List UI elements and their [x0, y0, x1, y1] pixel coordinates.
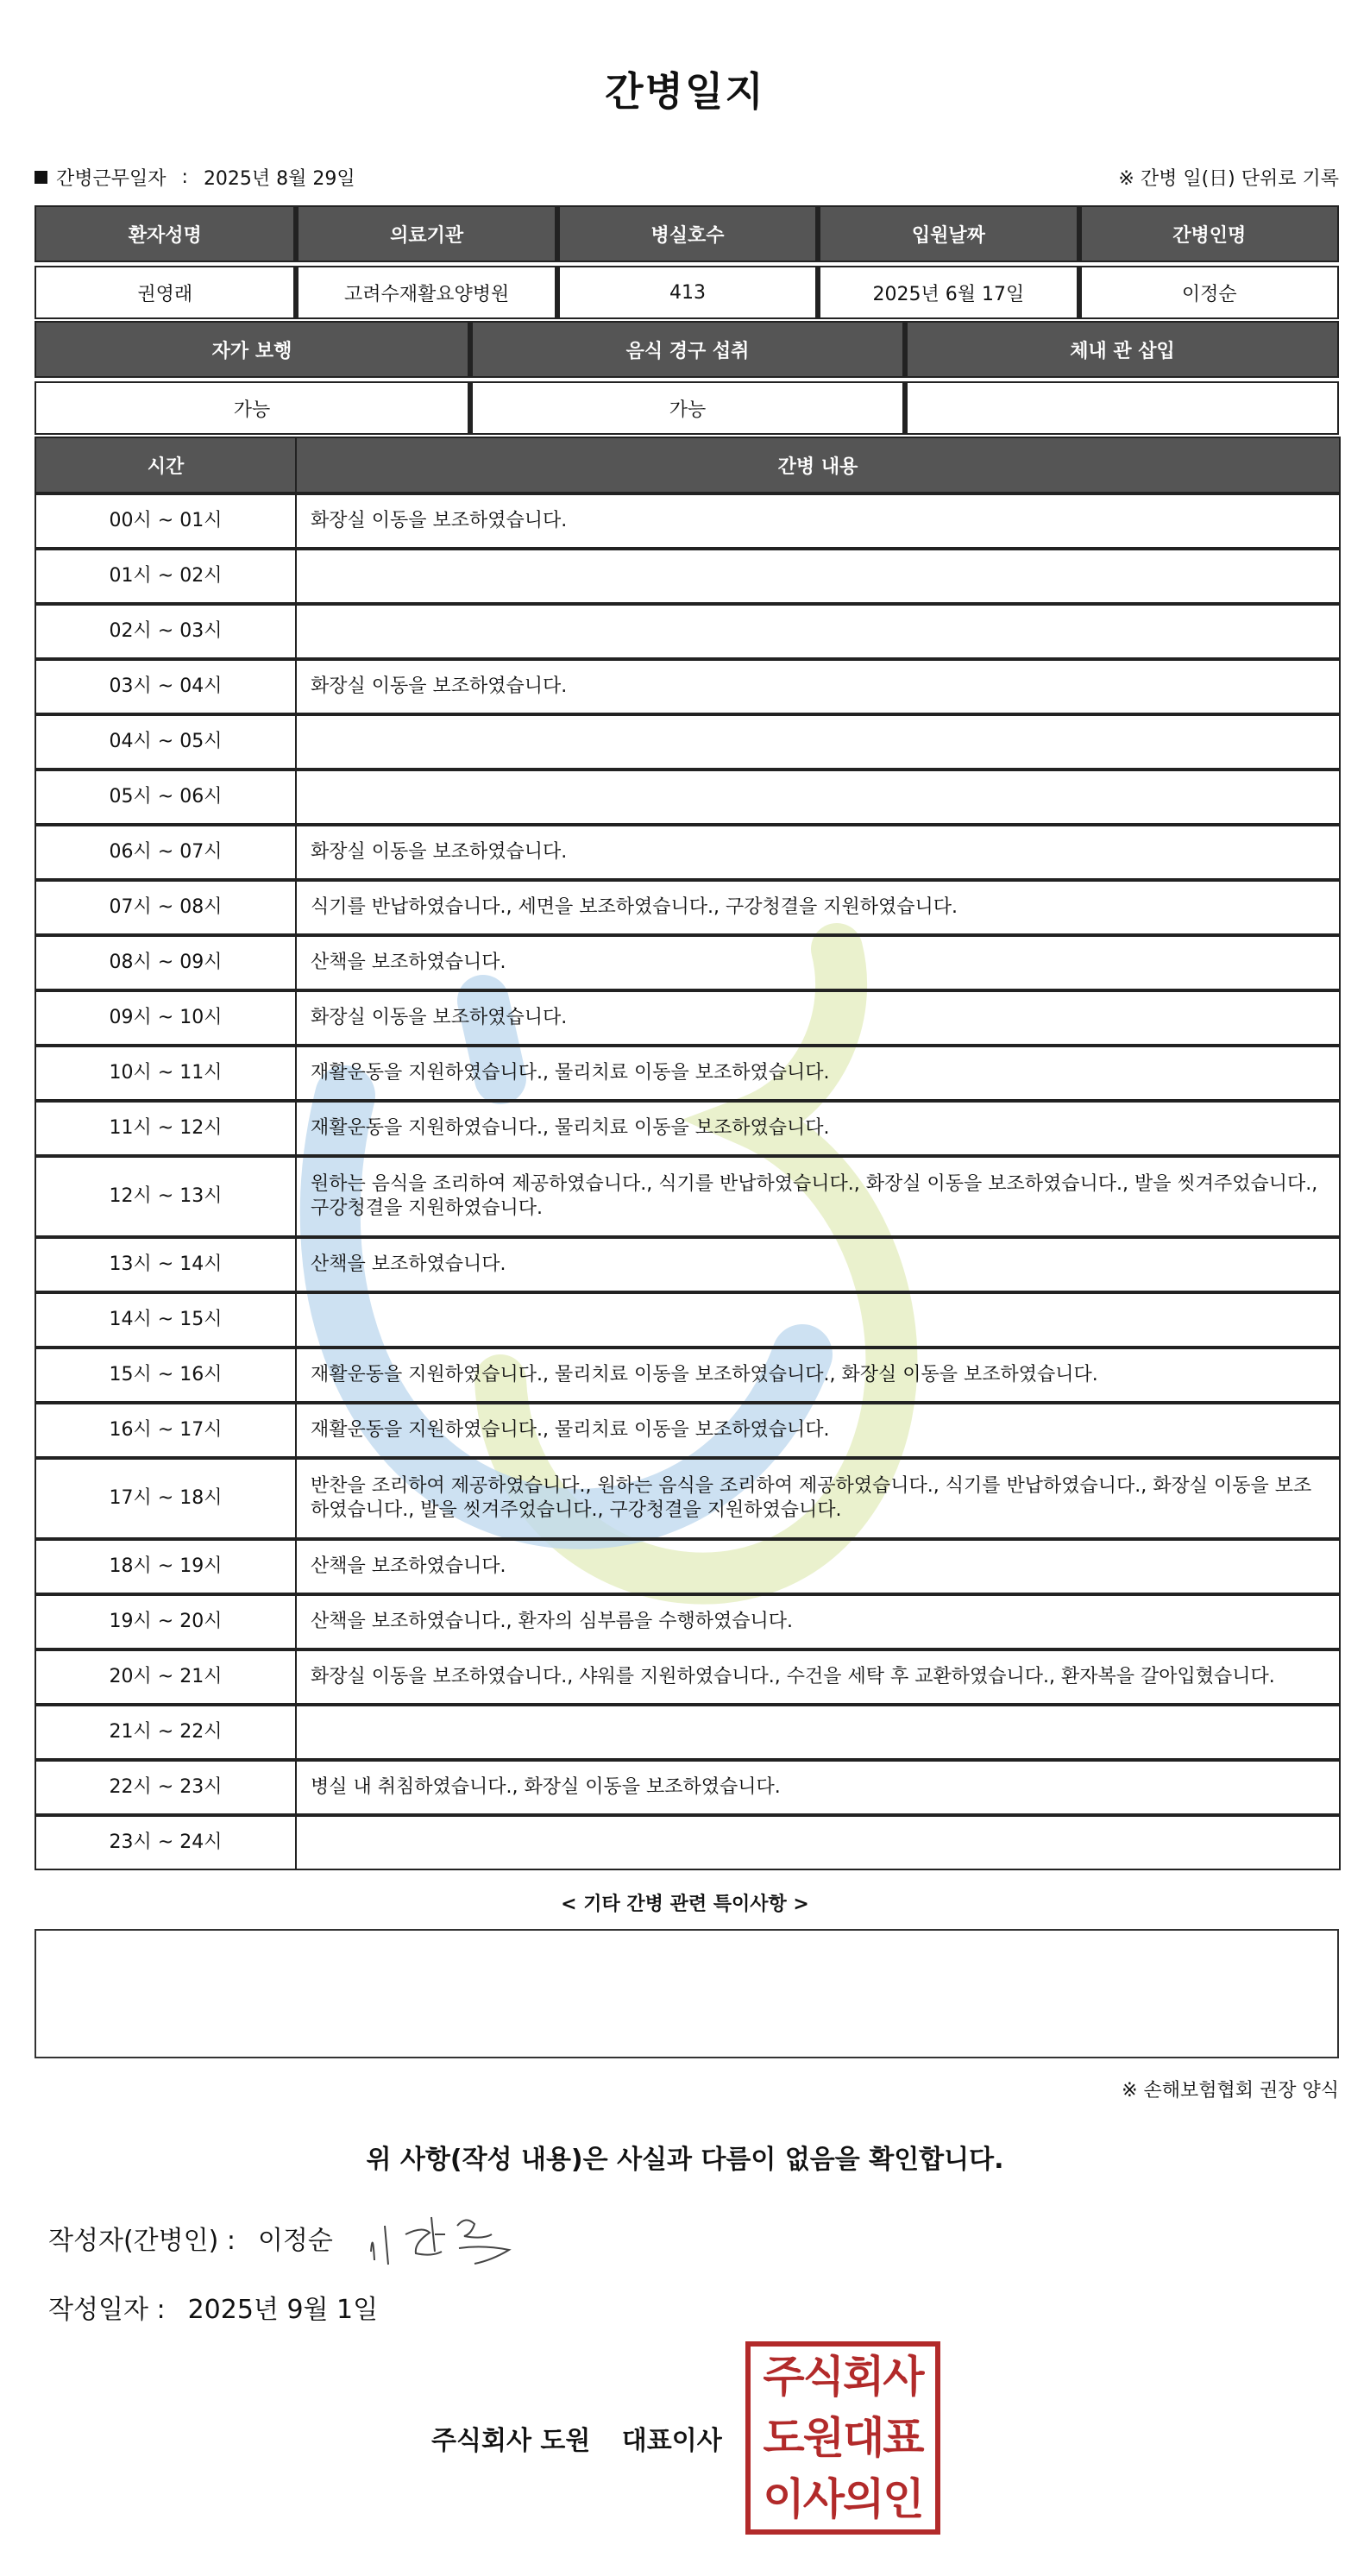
content-cell: 재활운동을 지원하였습니다., 물리치료 이동을 보조하였습니다. [296, 1101, 1340, 1156]
table-row [35, 1046, 1340, 1101]
document-title: 간병일지 [605, 68, 765, 115]
write-date-value: 2025년 9월 1일 [187, 2295, 379, 2325]
time-cell: 11시 ~ 12시 [35, 1101, 296, 1156]
company-line [431, 2419, 722, 2457]
care-log-header-row [35, 437, 1340, 493]
time-cell: 05시 ~ 06시 [35, 770, 296, 825]
time-cell: 17시 ~ 18시 [35, 1458, 296, 1539]
content-cell [296, 1292, 1340, 1348]
table-row [35, 1101, 1340, 1156]
institution: 고려수재활요양병원 [295, 266, 556, 319]
content-cell [296, 714, 1340, 770]
table-row [35, 1649, 1340, 1705]
content-cell: 원하는 음식을 조리하여 제공하였습니다., 식기를 반납하였습니다., 화장실 이동을 보조하였습니다., 발을 씻겨주었습니다., 구강청결을 지원하였습니다. [296, 1156, 1340, 1237]
time-cell: 22시 ~ 23시 [35, 1760, 296, 1815]
header-time: 시간 [35, 437, 296, 493]
table-row [35, 1156, 1340, 1237]
self-walking-value: 가능 [35, 381, 469, 435]
content-cell: 산책을 보조하였습니다. [296, 1539, 1340, 1594]
table-row [35, 1760, 1340, 1815]
write-date-row [48, 2288, 378, 2326]
header-institution: 의료기관 [295, 205, 556, 262]
table-row [35, 493, 1340, 549]
unit-note: ※ 간병 일(日) 단위로 기록 [1118, 167, 1339, 190]
company-representative-title: 대표이사 [621, 2426, 722, 2456]
header-oral-intake: 음식 경구 섭취 [469, 321, 904, 378]
content-cell: 반찬을 조리하여 제공하였습니다., 원하는 음식을 조리하여 제공하였습니다., 식기를 반납하였습니다., 화장실 이동을 보조하였습니다., 발을 씻겨주었습니다., 구강청결을 지원하였습니다. [296, 1458, 1340, 1539]
table-row [35, 659, 1340, 714]
confirmation-statement: 위 사항(작성 내용)은 사실과 다름이 없음을 확인합니다. [366, 2145, 1004, 2175]
time-cell: 14시 ~ 15시 [35, 1292, 296, 1348]
table-row [35, 880, 1340, 935]
patient-info-value-row [35, 266, 1339, 319]
table-row [35, 990, 1340, 1046]
table-row [35, 1539, 1340, 1594]
handwritten-signature [362, 2200, 535, 2278]
time-cell: 18시 ~ 19시 [35, 1539, 296, 1594]
content-cell: 화장실 이동을 보조하였습니다. [296, 659, 1340, 714]
table-row [35, 1403, 1340, 1458]
content-cell [296, 549, 1340, 604]
status-value-row [35, 381, 1339, 435]
seal-line: 주식회사 [763, 2352, 923, 2403]
table-row [35, 1292, 1340, 1348]
time-cell: 12시 ~ 13시 [35, 1156, 296, 1237]
seal-line: 이사의인 [763, 2473, 923, 2524]
time-cell: 13시 ~ 14시 [35, 1237, 296, 1292]
table-row [35, 1237, 1340, 1292]
status-table [35, 321, 1339, 435]
notes-box [35, 1929, 1339, 2058]
content-cell: 재활운동을 지원하였습니다., 물리치료 이동을 보조하였습니다., 화장실 이동을 보조하였습니다. [296, 1348, 1340, 1403]
admission-date: 2025년 6월 17일 [817, 266, 1078, 319]
header-care-content: 간병 내용 [296, 437, 1340, 493]
table-row [35, 604, 1340, 659]
caregiver-name: 이정순 [1078, 266, 1339, 319]
time-cell: 09시 ~ 10시 [35, 990, 296, 1046]
care-log-table [35, 437, 1341, 1870]
content-cell [296, 1815, 1340, 1869]
content-cell: 재활운동을 지원하였습니다., 물리치료 이동을 보조하였습니다. [296, 1403, 1340, 1458]
table-row [35, 1705, 1340, 1760]
author-label: 작성자(간병인) : [48, 2226, 236, 2256]
table-row [35, 549, 1340, 604]
time-cell: 00시 ~ 01시 [35, 493, 296, 549]
author-name: 이정순 [257, 2226, 333, 2256]
time-cell: 10시 ~ 11시 [35, 1046, 296, 1101]
table-row [35, 1348, 1340, 1403]
time-cell: 08시 ~ 09시 [35, 935, 296, 990]
content-cell: 화장실 이동을 보조하였습니다. [296, 825, 1340, 880]
author-row [48, 2219, 333, 2257]
time-cell: 02시 ~ 03시 [35, 604, 296, 659]
company-name: 주식회사 도원 [431, 2426, 591, 2456]
content-cell: 병실 내 취침하였습니다., 화장실 이동을 보조하였습니다. [296, 1760, 1340, 1815]
time-cell: 20시 ~ 21시 [35, 1649, 296, 1705]
form-note: ※ 손해보험협회 권장 양식 [1122, 2080, 1339, 2102]
time-cell: 15시 ~ 16시 [35, 1348, 296, 1403]
time-cell: 21시 ~ 22시 [35, 1705, 296, 1760]
header-self-walking: 자가 보행 [35, 321, 469, 378]
time-cell: 16시 ~ 17시 [35, 1403, 296, 1458]
meta-row [35, 162, 1339, 192]
content-cell: 산책을 보조하였습니다. [296, 935, 1340, 990]
time-cell: 01시 ~ 02시 [35, 549, 296, 604]
content-cell: 산책을 보조하였습니다., 환자의 심부름을 수행하였습니다. [296, 1594, 1340, 1649]
patient-info-header-row [35, 205, 1339, 262]
square-bullet-icon [35, 171, 47, 184]
content-cell [296, 770, 1340, 825]
table-row [35, 825, 1340, 880]
work-date-group [35, 164, 355, 191]
patient-info-table [35, 205, 1339, 319]
work-date-separator: : [181, 166, 188, 188]
content-cell: 화장실 이동을 보조하였습니다. [296, 990, 1340, 1046]
work-date-label: 간병근무일자 [56, 167, 167, 190]
content-cell: 화장실 이동을 보조하였습니다. [296, 493, 1340, 549]
patient-name: 권영래 [35, 266, 295, 319]
header-patient-name: 환자성명 [35, 205, 295, 262]
work-date-value: 2025년 8월 29일 [203, 167, 355, 190]
time-cell: 23시 ~ 24시 [35, 1815, 296, 1869]
company-seal-stamp [745, 2341, 940, 2535]
header-room-number: 병실호수 [556, 205, 817, 262]
table-row [35, 935, 1340, 990]
content-cell: 재활운동을 지원하였습니다., 물리치료 이동을 보조하였습니다. [296, 1046, 1340, 1101]
content-cell: 화장실 이동을 보조하였습니다., 샤워를 지원하였습니다., 수건을 세탁 후 교환하였습니다., 환자복을 갈아입혔습니다. [296, 1649, 1340, 1705]
table-row [35, 1815, 1340, 1869]
header-admission-date: 입원날짜 [817, 205, 1078, 262]
status-header-row [35, 321, 1339, 378]
table-row [35, 1458, 1340, 1539]
header-tube-insertion: 체내 관 삽입 [904, 321, 1339, 378]
time-cell: 07시 ~ 08시 [35, 880, 296, 935]
content-cell [296, 604, 1340, 659]
time-cell: 04시 ~ 05시 [35, 714, 296, 770]
notes-heading: < 기타 간병 관련 특이사항 > [561, 1894, 809, 1915]
write-date-label: 작성일자 : [48, 2295, 166, 2325]
content-cell [296, 1705, 1340, 1760]
time-cell: 19시 ~ 20시 [35, 1594, 296, 1649]
table-row [35, 1594, 1340, 1649]
content-cell: 식기를 반납하였습니다., 세면을 보조하였습니다., 구강청결을 지원하였습니다. [296, 880, 1340, 935]
content-cell: 산책을 보조하였습니다. [296, 1237, 1340, 1292]
time-cell: 03시 ~ 04시 [35, 659, 296, 714]
table-row [35, 770, 1340, 825]
room-number: 413 [556, 266, 817, 319]
time-cell: 06시 ~ 07시 [35, 825, 296, 880]
seal-line: 도원대표 [763, 2412, 923, 2463]
oral-intake-value: 가능 [469, 381, 904, 435]
tube-insertion-value [904, 381, 1339, 435]
table-row [35, 714, 1340, 770]
header-caregiver-name: 간병인명 [1078, 205, 1339, 262]
